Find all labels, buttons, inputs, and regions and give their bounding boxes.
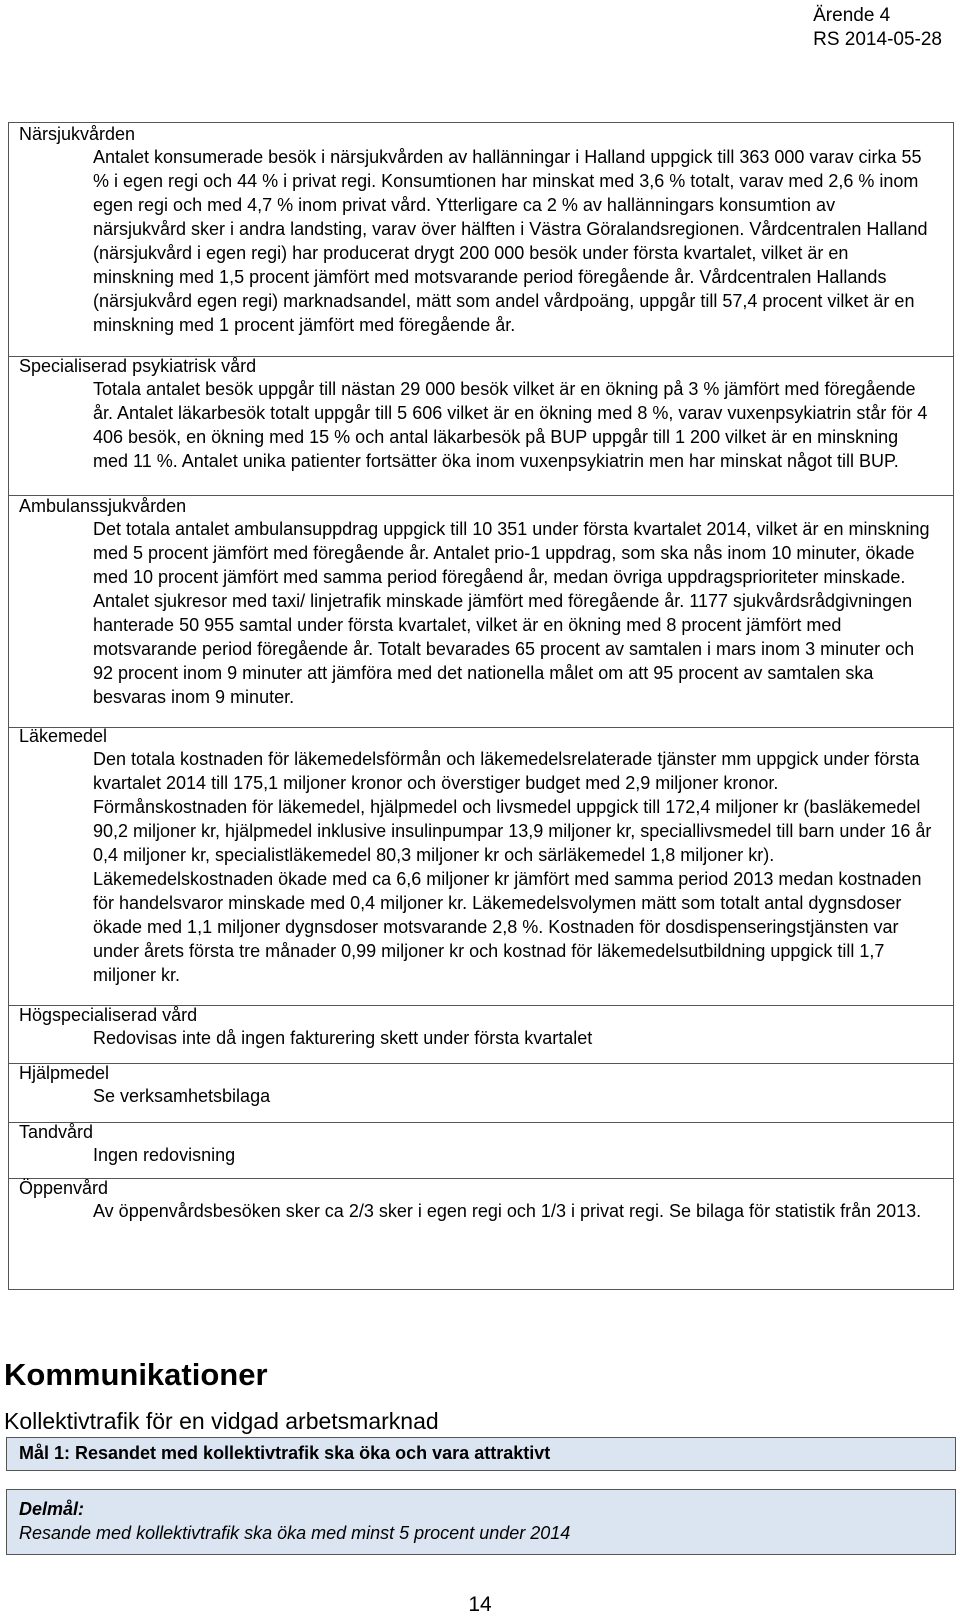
section-psykiatri	[9, 357, 953, 496]
section-tandvard	[9, 1123, 953, 1179]
section-oppenvard	[9, 1179, 953, 1291]
case-number: Ärende 4	[813, 5, 891, 26]
section-text: Se verksamhetsbilaga	[93, 1086, 271, 1106]
subgoal-box	[6, 1489, 956, 1555]
section-text: Totala antalet besök uppgår till nästan 29 000 besök vilket är en ökning på 3 % jämfört med föregående år. Antalet läkarbesök totalt uppgår till 5 606 vilket är en ökning med 8 %, varav vuxenpsykiatrin står för 4 406 besök, en ökning med 15 % och antal läkarbesök på BUP uppgår till 1 200 vilket är en minskning med 11 %. Antalet unika patienter fortsätter öka inom vuxenpsykiatrin men har minskat något till BUP.	[93, 379, 928, 471]
section-heading: Hjälpmedel	[19, 1063, 110, 1083]
section-hogspecialiserad	[9, 1006, 953, 1064]
section-heading: Högspecialiserad vård	[19, 1005, 198, 1025]
page-number: 14	[468, 1593, 492, 1616]
document-date: RS 2014-05-28	[813, 29, 942, 50]
section-heading: Läkemedel	[19, 726, 108, 746]
section-text: Redovisas inte då ingen fakturering skett under första kvartalet	[93, 1028, 593, 1048]
section-text: Ingen redovisning	[93, 1145, 236, 1165]
section-hjalpmedel	[9, 1064, 953, 1123]
section-text: Antalet konsumerade besök i närsjukvården av hallänningar i Halland uppgick till 363 000 varav cirka 55 % i egen regi och 44 % i privat regi. Konsumtionen har minskat med 3,6 % totalt, varav med 2,6 % inom egen regi och med 4,7 % inom privat vård. Ytterligare ca 2 % av hallänningars konsumtion av närsjukvård sker i andra landsting, varav över hälften i Västra Göralandsregionen. Vårdcentralen Halland (närsjukvård i egen regi) har producerat drygt 200 000 besök under första kvartalet, vilket är en minskning med 1,5 procent jämfört med motsvarande period föregående år. Vårdcentralen Hallands (närsjukvård egen regi) marknadsandel, mätt som andel vårdpoäng, uppgår till 57,4 procent vilket är en minskning med 1 procent jämfört med föregående år.	[93, 147, 928, 335]
section-text: Av öppenvårdsbesöken sker ca 2/3 sker i egen regi och 1/3 i privat regi. Se bilaga för statistik från 2013.	[93, 1201, 922, 1221]
kollektivtrafik-subheading: Kollektivtrafik för en vidgad arbetsmarknad	[4, 1408, 439, 1434]
section-heading: Öppenvård	[19, 1178, 109, 1198]
subgoal-text: Resande med kollektivtrafik ska öka med minst 5 procent under 2014	[19, 1523, 571, 1543]
subgoal-label: Delmål:	[19, 1499, 85, 1519]
section-heading: Specialiserad psykiatrisk vård	[19, 356, 257, 376]
section-heading: Närsjukvården	[19, 124, 136, 144]
section-text: Den totala kostnaden för läkemedelsförmån och läkemedelsrelaterade tjänster mm uppgick under första kvartalet 2014 till 175,1 miljoner kronor och överstiger budget med 2,9 miljoner kronor. Förmånskostnaden för läkemedel, hjälpmedel och livsmedel uppgick till 172,4 miljoner kr (basläkemedel 90,2 miljoner kr, hjälpmedel inklusive insulinpumpar 13,9 miljoner kr, speciallivsmedel till barn under 16 år 0,4 miljoner kr, specialistläkemedel 80,3 miljoner kr och särläkemedel 1,8 miljoner kr). Läkemedelskostnaden ökade med ca 6,6 miljoner kr jämfört med samma period 2013 medan kostnaden för handelsvaror minskade med 0,4 miljoner kr. Läkemedelsvolymen mätt som totalt antal dygnsdoser ökade med 1,1 miljoner dygnsdoser motsvarande 2,8 %. Kostnaden för dosdispenseringstjänsten var under årets första tre månader 0,99 miljoner kr och kostnad för läkemedelsutbildning uppgick till 1,7 miljoner kr.	[93, 749, 932, 985]
goal-box	[6, 1437, 956, 1471]
goal-text: Mål 1: Resandet med kollektivtrafik ska öka och vara attraktivt	[19, 1443, 551, 1463]
section-lakemedel	[9, 728, 953, 1006]
kommunikationer-heading: Kommunikationer	[4, 1357, 268, 1392]
section-text: Det totala antalet ambulansuppdrag uppgick till 10 351 under första kvartalet 2014, vilket är en minskning med 5 procent jämfört med föregående år. Antalet prio-1 uppdrag, som ska nås inom 10 minuter, ökade med 10 procent jämfört med samma period föregåend år, medan övriga uppdragsprioriteter minskade. Antalet sjukresor med taxi/ linjetrafik minskade jämfört med föregående år. 1177 sjukvårdsrådgivningen hanterade 50 955 samtal under första kvartalet, vilket är en ökning med 8 procent jämfört med motsvarande period föregående år. Totalt bevarades 65 procent av samtalen i mars inom 3 minuter och 92 procent inom 9 minuter att jämföra med det nationella målet om att 95 procent av samtalen ska besvaras inom 9 minuter.	[93, 519, 930, 707]
document-reference	[813, 4, 942, 52]
section-narsjukvarden	[9, 123, 953, 357]
section-heading: Tandvård	[19, 1122, 94, 1142]
report-table	[8, 122, 954, 1290]
section-heading: Ambulanssjukvården	[19, 496, 187, 516]
section-ambulans	[9, 496, 953, 728]
